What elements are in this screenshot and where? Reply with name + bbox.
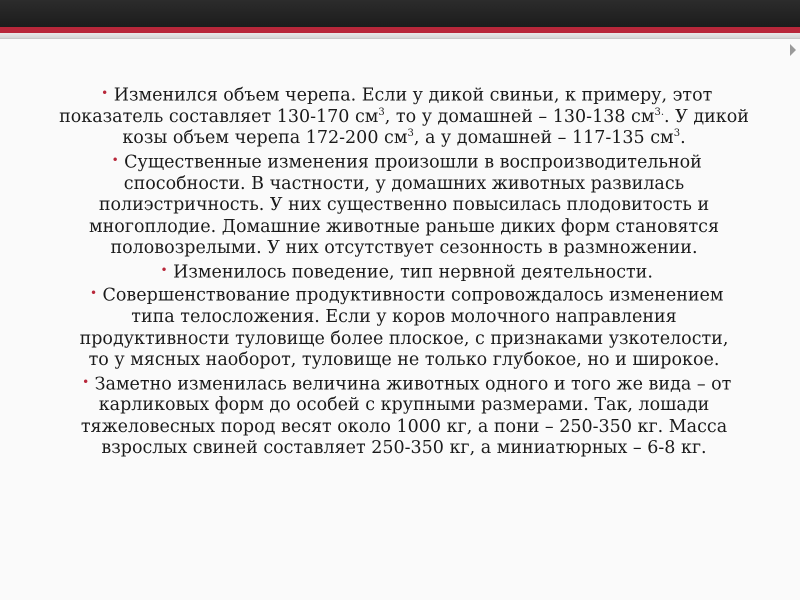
bullet-text: Изменилось поведение, тип нервной деятельности. [173, 261, 653, 282]
superscript: 3 [378, 106, 385, 118]
bullet-text: Существенные изменения произошли в воспроизводительной способности. В частности, у домашних животных развилась полиэстричность. У них существенно повысилась плодовитость и многоплодие. Домашние животные раньше диких форм становятся половозрелыми. У них отсутствует сезонность в размножении. [88, 152, 720, 258]
superscript: 3 [407, 128, 414, 140]
bullet-text-part: . У дикой козы объем черепа 172-200 см [122, 106, 749, 149]
bullet-text-part: , а у домашней – 117-135 см [413, 128, 674, 149]
bullet-icon: • [82, 374, 90, 389]
bullet-icon: • [160, 262, 168, 277]
bullet-item-body-type [48, 285, 760, 371]
bullet-text-part: . [680, 128, 686, 149]
bullet-text: Совершенствование продуктивности сопровождалось изменением типа телосложения. Если у коров молочного направления продуктивности туловище более плоское, с признаками узкотелости, то у мясных наоборот, туловище не только глубокое, но и широкое. [79, 285, 729, 370]
bullet-icon: • [111, 152, 119, 167]
bullet-item-behavior [48, 262, 760, 284]
bullet-icon: • [89, 286, 98, 301]
bullet-item-skull-volume [48, 85, 760, 150]
header-band [0, 0, 800, 27]
triangle-marker-icon [790, 44, 796, 56]
bullet-icon: • [101, 86, 109, 100]
bullet-text: Заметно изменилась величина животных одного и того же вида – от карликовых форм до особей с крупными размерами. Так, лошади тяжеловесных пород весят около 1000 кг, а пони – 250-350 кг. Масса взрослых свиней составляет 250-350 кг, а миниатюрных – 6-8 кг. [80, 373, 732, 459]
bullet-text-part: , то у домашней – 130-138 см [384, 106, 655, 127]
bullet-item-size [48, 374, 760, 460]
divider-line-bottom [0, 38, 800, 39]
slide-body [48, 85, 760, 462]
bullet-item-reproduction [48, 152, 760, 260]
bullet-text-part: Изменился объем черепа. Если у дикой свиньи, к примеру, этот показатель составляет 130-170 см [59, 85, 713, 127]
superscript: 3. [654, 106, 664, 118]
superscript: 3 [673, 128, 681, 140]
